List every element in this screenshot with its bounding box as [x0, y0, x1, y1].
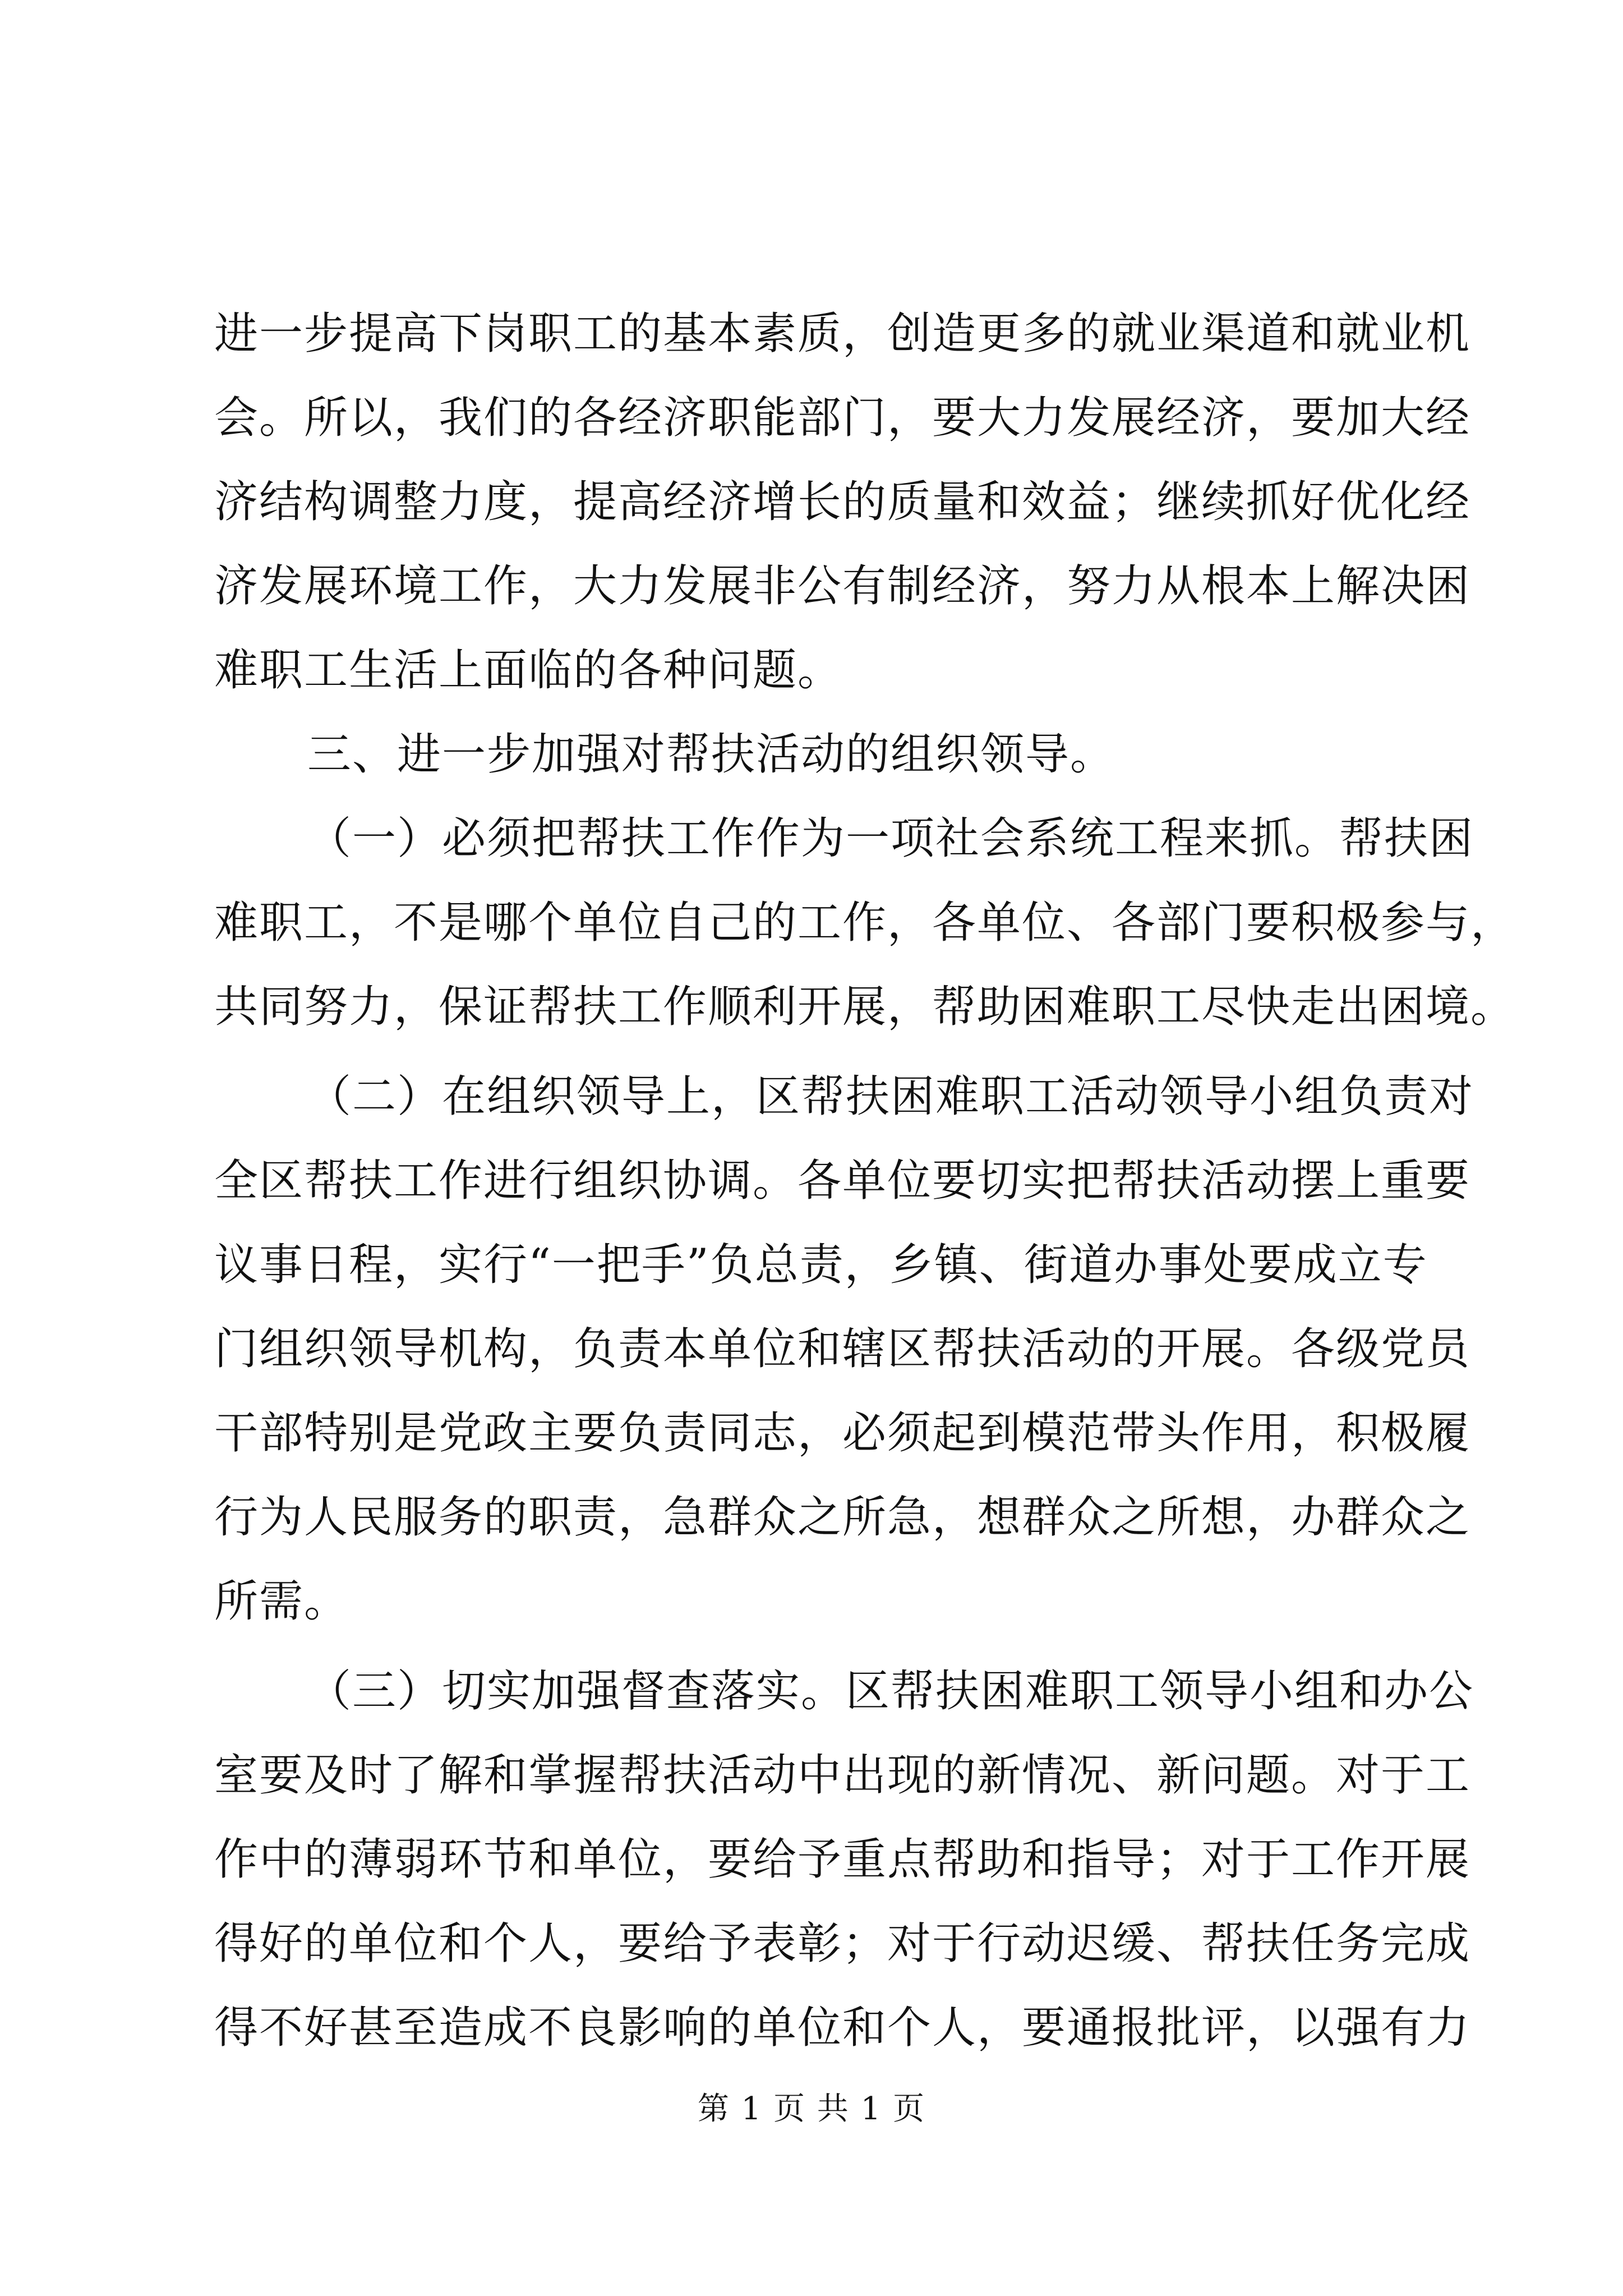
body-line: 得不好甚至造成不良影响的单位和个人，要通报批评，以强有力 — [214, 2003, 1471, 2053]
body-line: （二）在组织领导上，区帮扶困难职工活动领导小组负责对 — [307, 1071, 1474, 1122]
body-line: 议事日程，实行“一把手”负总责，乡镇、街道办事处要成立专 — [214, 1240, 1428, 1290]
body-line: 得好的单位和个人，要给予表彰；对于行动迟缓、帮扶任务完成 — [214, 1918, 1471, 1969]
body-line: 难职工，不是哪个单位自己的工作，各单位、各部门要积极参与， — [214, 898, 1516, 948]
body-line: 难职工生活上面临的各种问题。 — [214, 645, 843, 696]
body-line: （一）必须把帮扶工作作为一项社会系统工程来抓。帮扶困 — [307, 813, 1474, 864]
body-line: 所需。 — [214, 1576, 349, 1627]
body-line: 会。所以，我们的各经济职能部门，要大力发展经济，要加大经 — [214, 393, 1471, 443]
body-line: 济结构调整力度，提高经济增长的质量和效益；继续抓好优化经 — [214, 477, 1471, 527]
body-line: 全区帮扶工作进行组织协调。各单位要切实把帮扶活动摆上重要 — [214, 1156, 1471, 1206]
body-line: 门组织领导机构，负责本单位和辖区帮扶活动的开展。各级党员 — [214, 1324, 1471, 1374]
body-line: 作中的薄弱环节和单位，要给予重点帮助和指导；对于工作开展 — [214, 1834, 1471, 1885]
body-line: 济发展环境工作，大力发展非公有制经济，努力从根本上解决困 — [214, 561, 1471, 611]
body-line: 室要及时了解和掌握帮扶活动中出现的新情况、新问题。对于工 — [214, 1750, 1471, 1801]
body-line: 干部特别是党政主要负责同志，必须起到模范带头作用，积极履 — [214, 1408, 1471, 1458]
body-line: 进一步提高下岗职工的基本素质，创造更多的就业渠道和就业机 — [214, 309, 1471, 359]
body-line: 共同努力，保证帮扶工作顺利开展，帮助困难职工尽快走出困境。 — [214, 982, 1516, 1032]
body-line: 行为人民服务的职责，急群众之所急，想群众之所想，办群众之 — [214, 1492, 1471, 1543]
section-heading: 三、进一步加强对帮扶活动的组织领导。 — [307, 729, 1115, 780]
page-footer: 第 1 页 共 1 页 — [697, 2091, 926, 2127]
body-line: （三）切实加强督查落实。区帮扶困难职工领导小组和办公 — [307, 1666, 1474, 1717]
